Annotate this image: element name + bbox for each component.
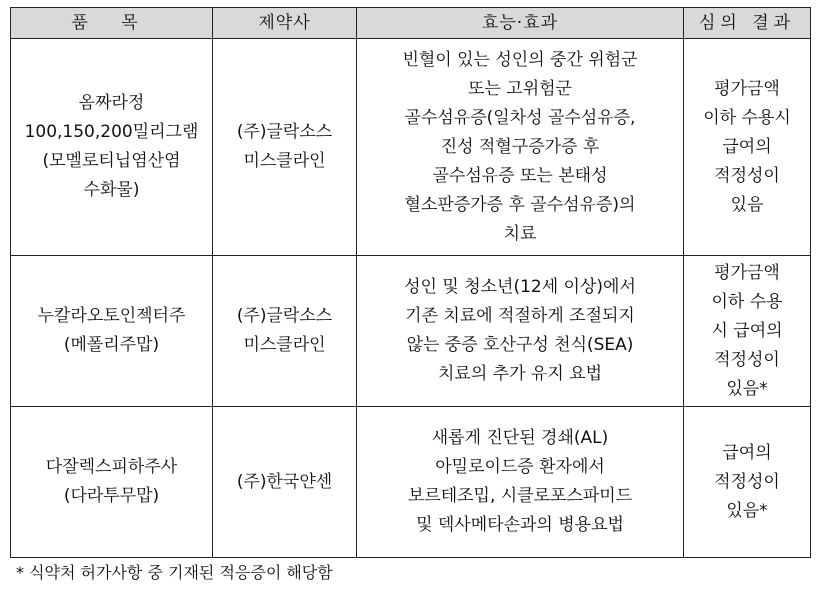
result-line: 적정성이: [714, 349, 780, 370]
header-product: 품 목: [11, 8, 213, 39]
table-row: [11, 407, 811, 558]
company-line: (주)글락소스: [236, 122, 333, 142]
header-result: 심의 결과: [684, 8, 811, 39]
result-line: 있음*: [726, 500, 768, 521]
company-cell: [213, 407, 357, 558]
company-line: (주)글락소스: [236, 306, 333, 326]
result-line: 있음*: [726, 378, 768, 399]
product-cell: [11, 256, 213, 407]
result-line: 시 급여의: [711, 320, 783, 341]
indication-line: 또는 고위험군: [468, 78, 572, 99]
indication-cell: [357, 256, 684, 407]
result-line: 평가금액: [714, 78, 780, 99]
product-line: (다라투무맙): [63, 486, 160, 506]
product-cell: [11, 407, 213, 558]
company-line: 미스클라인: [243, 151, 326, 171]
result-line: 이하 수용: [711, 291, 783, 312]
company-line: 미스클라인: [243, 335, 326, 355]
indication-line: 보르테조밉, 시클로포스파미드: [407, 486, 633, 506]
indication-line: 빈혈이 있는 성인의 중간 위험군: [402, 49, 638, 70]
company-cell: [213, 39, 357, 256]
indication-line: 기존 치료에 적절하게 조절되지: [405, 306, 635, 326]
result-line: 적정성이: [714, 471, 780, 492]
product-line: 100,150,200밀리그램: [24, 122, 199, 142]
indication-line: 성인 및 청소년(12세 이상)에서: [404, 277, 636, 297]
result-line: 적정성이: [714, 165, 780, 186]
table-header-row: [11, 8, 811, 39]
result-line: 급여의: [722, 442, 772, 463]
result-cell: [684, 256, 811, 407]
indication-line: 혈소판증가증 후 골수섬유증)의: [404, 194, 636, 215]
indication-line: 및 덱사메타손과의 병용요법: [416, 515, 624, 535]
product-line: 다잘렉스피하주사: [45, 457, 178, 477]
product-line: (모멜로티닙염산염: [42, 151, 181, 171]
indication-cell: [357, 39, 684, 256]
product-line: 수화물): [83, 180, 140, 200]
indication-line: 골수섬유증(일차성 골수섬유증,: [404, 107, 636, 128]
table-row: [11, 256, 811, 407]
result-line: 이하 수용시: [703, 107, 791, 128]
indication-line: 치료의 추가 유지 요법: [437, 364, 602, 384]
table-row: [11, 39, 811, 256]
indication-line: 아밀로이드증 환자에서: [435, 457, 605, 477]
result-cell: [684, 39, 811, 256]
header-company: 제약사: [213, 8, 357, 39]
product-line: 옴짜라정: [78, 93, 145, 113]
result-line: 평가금액: [714, 262, 780, 283]
indication-line: 새롭게 진단된 경쇄(AL): [431, 428, 609, 448]
company-cell: [213, 256, 357, 407]
product-line: (메폴리주맙): [63, 335, 160, 355]
indication-line: 않는 중증 호산구성 천식(SEA): [406, 335, 634, 355]
drug-review-table: [10, 7, 811, 558]
result-line: 급여의: [722, 136, 772, 157]
company-line: (주)한국얀센: [236, 471, 333, 492]
indication-cell: [357, 407, 684, 558]
product-cell: [11, 39, 213, 256]
product-line: 누칼라오토인젝터주: [37, 306, 186, 326]
indication-line: 골수섬유증 또는 본태성: [432, 165, 608, 186]
result-line: 있음: [730, 194, 764, 215]
footnote: * 식약처 허가사항 중 기재된 적응증이 해당함: [16, 563, 333, 582]
indication-line: 치료: [503, 223, 537, 244]
result-cell: [684, 407, 811, 558]
indication-line: 진성 적혈구증가증 후: [440, 136, 600, 157]
header-indication: 효능·효과: [357, 8, 684, 39]
